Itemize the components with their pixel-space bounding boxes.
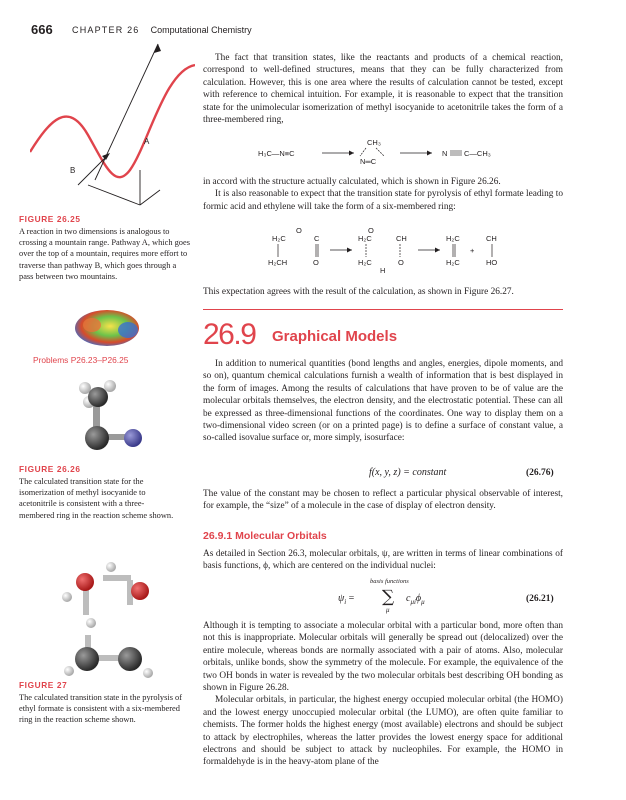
sum-lower-label: μ <box>386 606 390 614</box>
sum-upper-label: basis functions <box>370 578 409 585</box>
r-o: O <box>296 226 302 235</box>
coefficient-subscript: μi <box>410 598 416 606</box>
p-plus: + <box>470 246 475 255</box>
figure-26-26-label: FIGURE 26.26 <box>19 464 81 474</box>
equation-number: (26.76) <box>526 468 554 478</box>
section-rule <box>203 309 563 310</box>
figure-26-26-caption: The calculated transition state for the isomerization of methyl isocyanide to acetonitrile is consistent with a three-membered ring in the reaction scheme shown. <box>19 477 174 520</box>
t-o2: O <box>398 258 404 267</box>
ts-bond <box>360 148 366 156</box>
figure-27-label: FIGURE 27 <box>19 680 68 690</box>
t-ch: CH <box>396 234 407 243</box>
energy-curve <box>30 65 195 177</box>
figure-27-caption: The calculated transition state in the pyrolysis of ethyl formate is consistent with a six-membered ring in the reaction scheme shown. <box>19 693 183 725</box>
ts-bond <box>376 148 384 156</box>
atom-c <box>85 426 109 450</box>
figure-27-molecule <box>45 555 185 680</box>
psi-symbol: ψ <box>338 593 345 604</box>
arrowhead-icon <box>435 248 440 253</box>
arrowhead-icon <box>427 151 432 156</box>
p-h2c2: H₂C <box>446 258 460 267</box>
arrowhead-icon <box>102 153 110 160</box>
sum-symbol: ∑ <box>382 587 395 607</box>
figure-26-25-caption: A reaction in two dimensions is analogous to crossing a mountain range. Pathway A, which goes over the top of a mountain, requires more effort to traverse than pathway B, which goes through a pass between two mountains. <box>19 227 190 281</box>
scheme-isomerization <box>250 135 530 165</box>
r-o2: O <box>313 258 319 267</box>
running-header <box>72 25 252 35</box>
atom-h <box>143 668 153 678</box>
bond <box>103 575 131 581</box>
arrowhead-icon <box>347 248 352 253</box>
equation-mo <box>338 593 354 606</box>
pathway-a-label: A <box>144 137 150 146</box>
p-ho: HO <box>486 258 498 267</box>
p-ch: CH <box>486 234 497 243</box>
psi-subscript: i <box>344 598 347 606</box>
figure-26-25-label: FIGURE 26.25 <box>19 214 81 224</box>
figure-26-25-graphic <box>30 40 195 215</box>
axis-line <box>88 185 140 205</box>
t-h: H <box>380 266 386 275</box>
equals-sign: = <box>348 593 355 604</box>
paragraph-7: As detailed in Section 26.3, molecular orbitals, ψ, are written in terms of linear combinations of basis functions, ϕ, which are centered on the individual nuclei: <box>203 549 563 572</box>
atom-h <box>64 666 74 676</box>
coefficient: c <box>406 593 411 604</box>
isosurface-lobe <box>118 322 138 338</box>
atom-h <box>104 380 116 392</box>
chapter-title: Computational Chemistry <box>150 25 252 35</box>
basis-subscript: μ <box>421 598 425 606</box>
basis-function: ϕ <box>415 593 422 604</box>
arrowhead-icon <box>154 44 161 53</box>
pathway-b-label: B <box>70 166 76 175</box>
atom-o <box>131 582 149 600</box>
equation-isosurface: f(x, y, z) = constant <box>369 467 447 478</box>
arrowhead-icon <box>349 151 354 156</box>
isosurface-image <box>62 298 152 358</box>
pathway-b-arrow <box>78 155 108 185</box>
section-number: 26.9 <box>203 318 256 351</box>
paragraph-4: This expectation agrees with the result of the calculation, as shown in Figure 26.27. <box>203 287 514 297</box>
r-h2ch: H₂CH <box>268 258 288 267</box>
scheme-pyrolysis <box>248 224 548 276</box>
atom-h <box>79 382 91 394</box>
section-title: Graphical Models <box>272 328 398 345</box>
ts-methyl: CH₃ <box>367 138 381 147</box>
equation-number: (26.21) <box>526 594 554 604</box>
paragraph-1: The fact that transition states, like the reactants and products of a chemical reaction, correspond to well-defined structures, means that they can be fully characterized from calculation. However, this is one area where the results of calculation cannot be tested, except with reference to chemical intuition. For example, it is reasonable to expect that the transition state for the unimolecular isomerization of methyl isocyanide to acetonitrile takes the form of a three-membered ring, <box>203 53 563 126</box>
t-h2c: H₂C <box>358 234 372 243</box>
t-o: O <box>368 226 374 235</box>
product-c-ch3: C—CH₃ <box>464 149 491 158</box>
r-c: C <box>314 234 320 243</box>
paragraph-2-3: in accord with the structure actually calculated, which is shown in Figure 26.26. It is also reasonable to expect that the transition state for pyrolysis of ethyl formate leading to formic acid and ethylene will take the form of a six-membered ring: <box>203 177 563 212</box>
reactant-formula: H₃C—N≡C <box>258 149 295 158</box>
pathway-a-arrow <box>95 44 158 180</box>
equation-mo-term <box>406 593 425 606</box>
atom-h <box>86 618 96 628</box>
subsection-title: 26.9.1 Molecular Orbitals <box>203 530 327 542</box>
atom-c <box>75 647 99 671</box>
paragraph-5: In addition to numerical quantities (bond lengths and angles, energies, dipole moments, and so on), quantum chemical calculations furnish a wealth of information that is best displayed in the form of images. Among the results of calculations that have proven to be of value are the molecular orbitals themselves, the electron density, and the electrostatic potential. These can all be expressed as three-dimensional functions of the coordinates. One way to display them on a two-dimensional video screen (or on a printed page) is to define a surface of constant value, a so-called isovalue surface or, more simply, isosurface: <box>203 359 563 444</box>
r-h2c: H₂C <box>272 234 286 243</box>
atom-c <box>118 647 142 671</box>
p-h2c: H₂C <box>446 234 460 243</box>
figure-26-26-molecule <box>55 372 165 462</box>
atom-h <box>62 592 72 602</box>
problems-link[interactable]: Problems P26.23–P26.25 <box>33 355 129 365</box>
page-number: 666 <box>31 22 53 37</box>
paragraph-8-9: Although it is tempting to associate a molecular orbital with a particular bond, more often than not this is inappropriate. Molecular orbitals will generally be spread out (delocalized) over the entire molecule, whereas bonds are normally associated with a pair of atoms. Also, molecular orbitals, unlike bonds, show the symmetry of the molecule. For example, the equivalence of the two OH bonds in water is revealed by the two molecular orbitals best describing OH bonding as shown in Figure 26.28. Molecular orbitals, in particular, the highest energy occupied molecular orbital (the HOMO) and the lowest energy unoccupied molecular orbital (the LUMO), are often quite familiar to chemists. The former holds the highest energy (most available) electrons and should be subject to attack by electrophiles, whereas the latter provides the lowest energy space for additional electrons and should be subject to attack by nucleophiles. For example, the HOMO in formaldehyde is in the heavy-atom plane of the <box>203 621 563 768</box>
atom-o <box>76 573 94 591</box>
isosurface-lobe <box>83 318 101 332</box>
paragraph-6: The value of the constant may be chosen to reflect a particular physical observable of interest, for example, the “size” of a molecule in the case of display of electron density. <box>203 489 563 512</box>
axis-line <box>140 190 160 205</box>
t-h2c2: H₂C <box>358 258 372 267</box>
product-n: N <box>442 149 448 158</box>
atom-n <box>124 429 142 447</box>
ts-ring-bottom: N═C <box>360 157 377 165</box>
chapter-label: CHAPTER 26 <box>72 25 140 35</box>
atom-h <box>106 562 116 572</box>
atom-c <box>88 387 108 407</box>
